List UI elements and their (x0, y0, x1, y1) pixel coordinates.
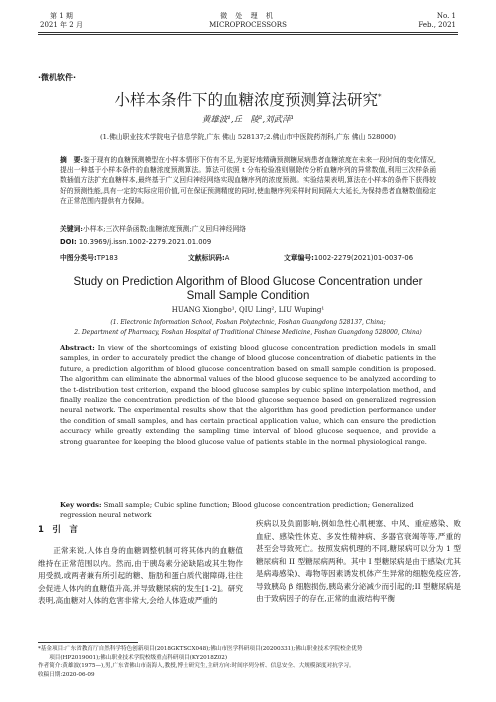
title-cn (0, 88, 496, 110)
header-rule-top (38, 32, 458, 33)
abstract-en-text: In view of the shortcomings of existing blood glucose concentration prediction models in small samples, in order to accurately predict the change of blood glucose concentration of diabetic patients in the future, a prediction algorithm of blood glucose concentration based on small sample condition is proposed. The algorithm can eliminate the abnormal values of the blood glucose sequence to be analyzed according to the t-distribution test criterion, expand the blood glucose samples by cubic spline interpolation method, and finally realize the concentration prediction of the blood glucose sequence based on generalized regression neural network. The experimental results show that the algorithm has good prediction performance under the condition of small samples, and has certain practical application value, which can ensure the prediction accuracy while greatly extending the sampling time interval of blood glucose sequence, and provide a strong guarantee for keeping the blood glucose value of patients stable in the normal physiological range. (60, 344, 436, 446)
running-header (0, 10, 496, 40)
issue-number-en: No. 1 (436, 12, 456, 20)
title-footnote-mark: * (378, 92, 382, 101)
body-column-left (38, 545, 243, 608)
affiliation-cn: (1.佛山职业技术学院电子信息学院,广东 佛山 528137;2.佛山市中医院药剂科,广东 佛山 528000) (99, 133, 397, 141)
classification-line (60, 252, 436, 262)
issue-number: 第 1 期 (50, 12, 73, 20)
abstract-cn (60, 155, 436, 206)
issue-date: 2021 年 2 月 (40, 21, 83, 29)
authors-cn: 黄雄波¹,丘 陵²,刘武萍¹ (201, 115, 295, 125)
clc-value: TP183 (96, 254, 118, 262)
affiliation-en-line1: (1. Electronic Information School, Foshan Polytechnic, Foshan Guangdong 528137, China; (110, 319, 386, 326)
issue-info-en (418, 12, 456, 30)
keywords-cn-label: 关键词: (60, 225, 83, 233)
footnote-funding-2: 项目(HP2019001);佛山职业技术学院校级重点科研项目(KY2018Z02) (38, 654, 228, 661)
keywords-cn (60, 223, 436, 233)
doi-value: 10.3969/j.issn.1002-2279.2021.01.009 (78, 238, 212, 246)
doi-label: DOI: (60, 238, 77, 246)
footnote-received-date: 收稿日期:2020-06-09 (38, 671, 95, 678)
footnote-rule (38, 642, 138, 643)
section-tag: ·微机软件· (38, 73, 77, 82)
article-no-label: 文章编号: (284, 254, 314, 262)
affiliation-en-line2: 2. Department of Pharmacy, Foshan Hospital of Traditional Chinese Medicine, Foshan Guangdong 528000, China) (74, 329, 422, 336)
footnotes (38, 645, 462, 679)
body-left-text: 正常来说,人体自身的血糖调整机制可将其体内的血糖值维持在正常范围以内。然而,由于胰岛素分泌缺陷或其生物作用受损,或两者兼有所引起的糖、脂肪和蛋白质代谢障碍,往往会促进人体内的血糖值升高,并导致糖尿病的发生[1-2]。研究表明,高血糖对人体的危害非常大,会给人体造成严重的 (38, 546, 243, 605)
doc-code-label: 文献标识码: (188, 254, 225, 262)
article-no-value: 1002-2279(2021)01-0037-06 (313, 254, 414, 262)
keywords-cn-text: 小样本;三次样条函数;血糖浓度预测;广义回归神经网络 (82, 225, 247, 233)
abstract-en (60, 343, 436, 447)
clc-label: 中图分类号: (60, 254, 97, 262)
journal-name-cn: 微 处 理 机 (220, 12, 276, 20)
abstract-cn-label: 摘 要: (60, 156, 84, 164)
keywords-en-label: Key words: (60, 501, 102, 509)
affiliation-en (0, 318, 496, 338)
title-en (0, 275, 496, 303)
keywords-en-text: Small sample; Cubic spline function; Blood glucose concentration prediction; Generalized regression neural network (60, 501, 414, 520)
title-en-line2: Small Sample Condition (186, 290, 310, 302)
doc-code-value: A (224, 254, 230, 262)
footnote-funding-1: *基金项目:广东省教育厅自然科学特色创新项目(2018GKTSCX048);佛山市医学科研项目(20200331);佛山职业技术学院校企优势 (38, 646, 363, 652)
header-rule-bottom (38, 34, 458, 35)
section-heading-introduction: 1 引 言 (38, 525, 78, 535)
body-column-right: 疾病以及负面影响,例如急性心肌梗塞、中风、重症感染、败血症、感染性休克、多发性精神病、多器官衰竭等等,严重的甚至会导致死亡。按照发病机理的不同,糖尿病可以分为 1 型糖尿病和 II 型糖尿病两种。其中 I 型糖尿病是由于感染(尤其是病毒感染)、毒物等因素诱发机体产生异常的细胞免疫应答,导致胰岛 β 细胞损伤,胰岛素分泌减少而引起的;II 型糖尿病是由于致病因子的存在,正常的血液结构平衡 (256, 519, 461, 603)
title-cn-text: 小样本条件下的血糖浓度预测算法研究 (114, 91, 378, 109)
issue-date-en: Feb., 2021 (418, 21, 456, 29)
abstract-en-label: Abstract: (60, 344, 95, 352)
abstract-cn-text: 鉴于现有的血糖预测模型在小样本情形下仿有不足,为更好地精确预测糖尿病患者血糖浓度在未来一段时间的变化情况,提出一种基于小样本条件的血糖浓度预测算法。算法可依照 t 分布检验准则剔除传分析血糖序列的异常数值,利用三次样条函数插值方法扩充血糖样本,最终基于广义回归神经网络实现血糖序列的浓度预测。实验结果表明,算法在小样本的条件下获得较好的预测性能,具有一定的实际应用价值,可在保证预测精度的同时,使血糖序列采样时间间隔大大延长,为保持患者血糖数值稳定在正常范围内提供有力保障。 (60, 156, 436, 205)
journal-name-en: MICROPROCESSORS (209, 21, 287, 29)
doi (60, 238, 211, 246)
authors-en: HUANG Xiongbo¹, QIU Ling², LIU Wuping¹ (171, 306, 325, 314)
title-en-line1: Study on Prediction Algorithm of Blood Glucose Concentration under (73, 276, 423, 288)
footnote-author-bio: 作者简介:黄雄波(1975—),男,广东省佛山市南海人,教授,博士研究生,主研方向:时间序列分析、信息安全、大规模深度对抗学习。 (38, 663, 355, 670)
